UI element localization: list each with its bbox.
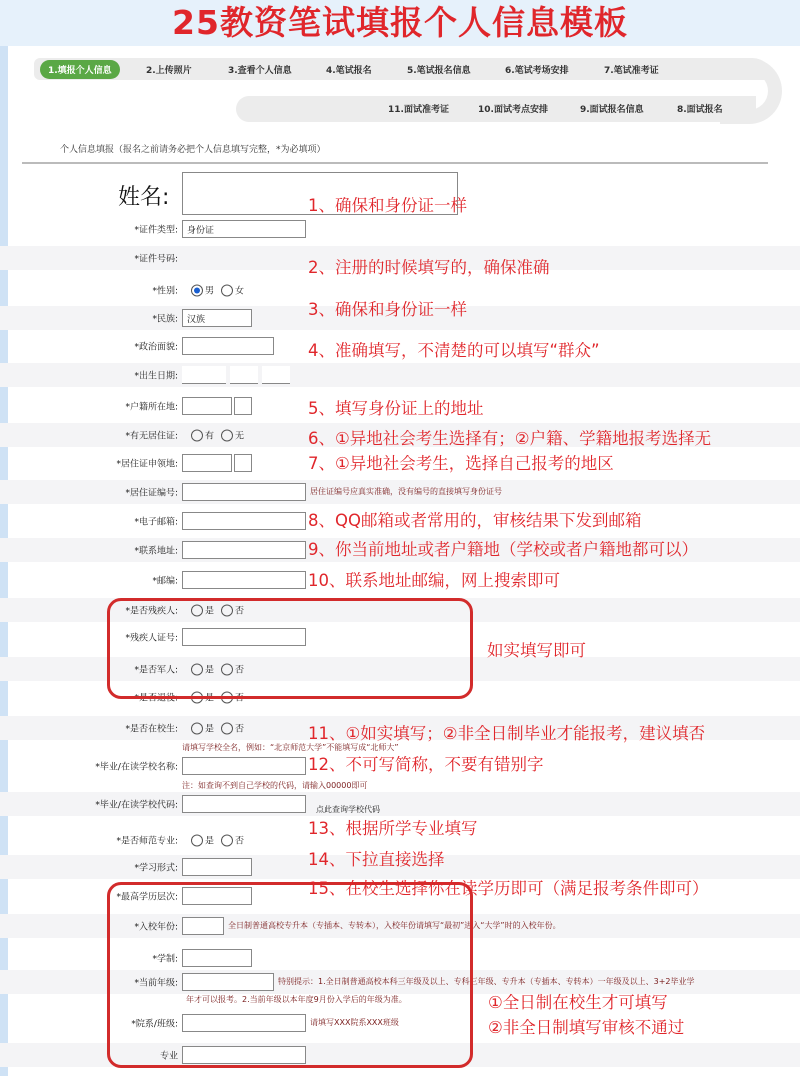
field-note: 居住证编号应真实准确，没有编号的直接填写身份证号 <box>310 487 502 496</box>
field-label: *是否退役: <box>134 693 178 704</box>
radio-label: 男 <box>205 286 215 297</box>
field-label: *居住证申领地: <box>116 459 178 470</box>
radio-label: 是 <box>205 693 215 704</box>
name-label: 姓名: <box>118 185 170 210</box>
field-label: *户籍所在地: <box>125 402 178 413</box>
radio-label: 否 <box>235 606 245 617</box>
radio-group <box>186 284 244 297</box>
step-1[interactable]: 1.填报个人信息 <box>40 60 120 79</box>
step-4[interactable]: 4.笔试报名 <box>326 66 372 76</box>
section-title: 个人信息填报（报名之前请务必把个人信息填写完整，*为必填项） <box>60 145 326 155</box>
annotation: 15、在校生选择你在读学历即可（满足报考条件即可） <box>308 879 709 898</box>
step-6[interactable]: 6.笔试考场安排 <box>505 66 569 76</box>
field-label: *入校年份: <box>134 922 178 933</box>
highlight-box-disability <box>107 598 473 699</box>
step-8[interactable]: 8.面试报名 <box>677 105 723 115</box>
step-7[interactable]: 7.笔试准考证 <box>604 66 659 76</box>
annotation: 8、QQ邮箱或者常用的，审核结果下发到邮箱 <box>308 511 642 530</box>
field-label: *政治面貌: <box>134 342 178 353</box>
page-title: 25教资笔试填报个人信息模板 <box>172 3 628 42</box>
field-label: *居住证编号: <box>125 488 178 499</box>
field-label: *学制: <box>152 954 178 965</box>
date-select[interactable] <box>230 366 258 384</box>
date-select[interactable] <box>182 366 226 384</box>
field-input[interactable] <box>182 512 306 530</box>
field-select[interactable] <box>234 397 252 415</box>
form-row <box>0 363 800 387</box>
field-input[interactable] <box>182 541 306 559</box>
radio-button[interactable] <box>221 834 233 846</box>
radio-button[interactable] <box>191 722 203 734</box>
annotation: 2、注册的时候填写的，确保准确 <box>308 258 550 277</box>
field-note-above: 请填写学校全名，例如：“北京师范大学”不能填写成“北师大” <box>182 743 399 752</box>
form-row <box>0 217 800 241</box>
field-note: 全日制普通高校专升本（专插本、专转本），入校年份请填写“最初”进入“大学”时的入校年份。 <box>228 921 561 930</box>
field-select[interactable] <box>234 454 252 472</box>
radio-button[interactable] <box>191 834 203 846</box>
form-row <box>0 781 800 816</box>
radio-button[interactable] <box>221 284 233 296</box>
field-label: *当前年级: <box>134 978 178 989</box>
annotation: 1、确保和身份证一样 <box>308 196 467 215</box>
field-input[interactable]: 汉族 <box>182 309 252 327</box>
annotation: ②非全日制填写审核不通过 <box>488 1018 685 1037</box>
annotation: 3、确保和身份证一样 <box>308 300 467 319</box>
annotation: 10、联系地址邮编，网上搜索即可 <box>308 571 560 590</box>
field-label: *邮编: <box>152 576 178 587</box>
radio-label: 是 <box>205 836 215 847</box>
field-label: *联系地址: <box>134 546 178 557</box>
annotation: 如实填写即可 <box>487 641 586 660</box>
field-note-2: 年才可以报考。2.当前年级以本年度9月份入学后的年级为准。 <box>186 995 407 1004</box>
step-2[interactable]: 2.上传照片 <box>146 66 192 76</box>
field-input[interactable] <box>182 337 274 355</box>
radio-label: 是 <box>205 606 215 617</box>
radio-button[interactable] <box>221 429 233 441</box>
field-input[interactable]: 身份证 <box>182 220 306 238</box>
field-label: *是否残疾人: <box>125 606 178 617</box>
field-label: *电子邮箱: <box>134 517 178 528</box>
field-input[interactable] <box>182 757 306 775</box>
field-label: *学习形式: <box>134 863 178 874</box>
field-label: *证件类型: <box>134 225 178 236</box>
annotation: 12、不可写简称，不要有错别字 <box>308 755 544 774</box>
step-3[interactable]: 3.查看个人信息 <box>228 66 292 76</box>
radio-button[interactable] <box>191 284 203 296</box>
annotation: 6、①异地社会考生选择有；②户籍、学籍地报考选择无 <box>308 429 712 448</box>
field-label: *毕业/在读学校代码: <box>95 800 178 811</box>
field-label: *是否军人: <box>134 665 178 676</box>
field-label: *有无居住证: <box>125 431 178 442</box>
field-input[interactable] <box>182 571 306 589</box>
field-label: *证件号码: <box>134 254 178 265</box>
field-input[interactable] <box>182 858 252 876</box>
step-11[interactable]: 11.面试准考证 <box>388 105 449 115</box>
field-note: 请填写XXX院系XXX班级 <box>310 1018 399 1027</box>
annotation: 14、下拉直接选择 <box>308 850 445 869</box>
highlight-box-student <box>107 882 473 1068</box>
annotation: 4、准确填写，不清楚的可以填写“群众” <box>308 341 600 360</box>
field-label: *民族: <box>152 314 178 325</box>
field-label: *院系/班级: <box>131 1019 178 1030</box>
radio-label: 否 <box>235 693 245 704</box>
field-note: 特别提示：1.全日制普通高校本科三年级及以上、专科三年级、专升本（专插本、专转本）一年级及以上、3+2毕业学 <box>278 977 695 986</box>
radio-label: 是 <box>205 724 215 735</box>
field-label: *出生日期: <box>134 371 178 382</box>
field-label: 专业 <box>159 1051 178 1062</box>
field-input[interactable] <box>182 483 306 501</box>
radio-group <box>186 429 244 442</box>
step-10[interactable]: 10.面试考点安排 <box>478 105 548 115</box>
field-input[interactable] <box>182 795 306 813</box>
annotation: 13、根据所学专业填写 <box>308 819 478 838</box>
step-9[interactable]: 9.面试报名信息 <box>580 105 644 115</box>
steps-track-top <box>34 58 774 80</box>
step-5[interactable]: 5.笔试报名信息 <box>407 66 471 76</box>
radio-label: 否 <box>235 665 245 676</box>
divider <box>22 162 768 164</box>
radio-label: 女 <box>235 286 245 297</box>
query-school-code-link[interactable]: 点此查询学校代码 <box>316 805 380 814</box>
radio-label: 无 <box>235 431 245 442</box>
annotation: 11、①如实填写；②非全日制毕业才能报考，建议填否 <box>308 724 706 743</box>
field-label: *残疾人证号: <box>125 633 178 644</box>
field-select[interactable] <box>182 454 232 472</box>
field-label: *是否师范专业: <box>116 836 178 847</box>
annotation: 5、填写身份证上的地址 <box>308 399 484 418</box>
annotation: 9、你当前地址或者户籍地（学校或者户籍地都可以） <box>308 540 698 559</box>
annotation: 7、①异地社会考生，选择自己报考的地区 <box>308 454 614 473</box>
radio-group <box>186 722 244 735</box>
radio-label: 否 <box>235 836 245 847</box>
radio-label: 否 <box>235 724 245 735</box>
field-label: *性别: <box>152 286 178 297</box>
radio-button[interactable] <box>191 429 203 441</box>
field-label: *最高学历层次: <box>116 892 178 903</box>
field-label: *是否在校生: <box>125 724 178 735</box>
form-row <box>0 480 800 504</box>
field-select[interactable] <box>182 397 232 415</box>
field-note-above: 注：如查询不到自己学校的代码，请输入00000即可 <box>182 781 368 790</box>
radio-label: 有 <box>205 431 215 442</box>
date-select[interactable] <box>262 366 290 384</box>
radio-button[interactable] <box>221 722 233 734</box>
field-label: *毕业/在读学校名称: <box>95 762 178 773</box>
annotation: ①全日制在校生才可填写 <box>488 993 668 1012</box>
radio-label: 是 <box>205 665 215 676</box>
radio-group <box>186 834 244 847</box>
title-banner <box>0 0 800 46</box>
